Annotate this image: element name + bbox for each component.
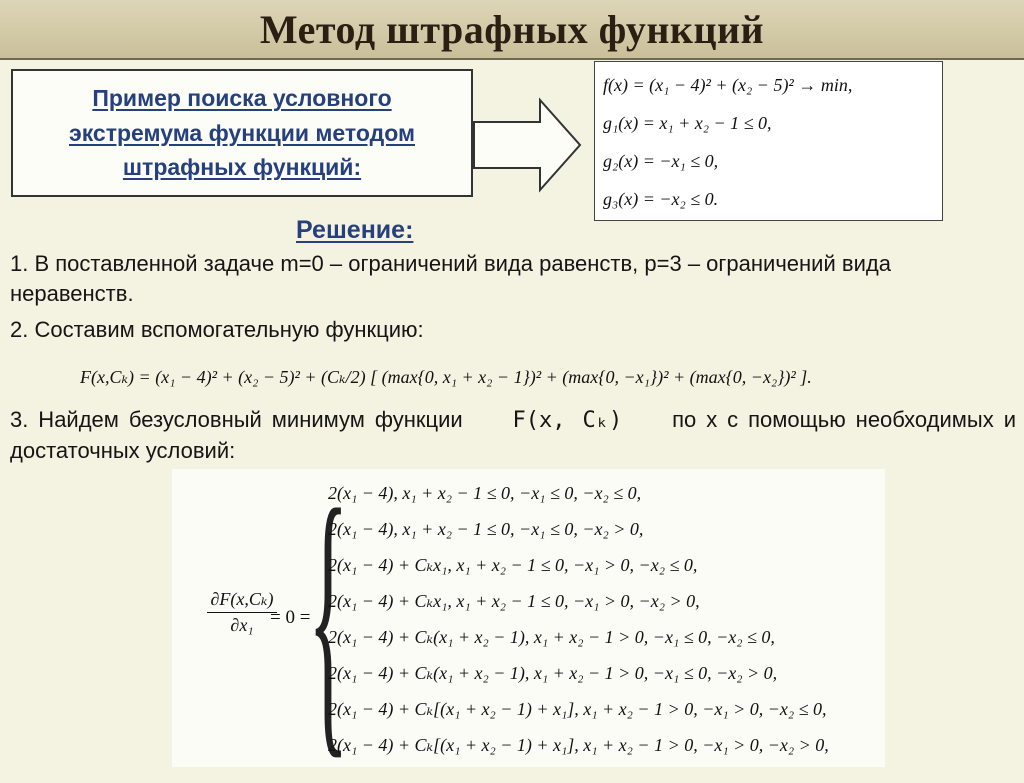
left-brace-icon: {	[308, 449, 349, 783]
case-line: 2(x₁ − 4), x₁ + x₂ − 1 ≤ 0, −x₁ ≤ 0, −x₂ > 0,	[328, 519, 644, 539]
auxiliary-function-formula: F(x,Cₖ) = (x₁ − 4)² + (x₂ − 5)² + (Cₖ/2) [ (max{0, x₁ + x₂ − 1})² + (max{0, −x₁})² + (max{0, −x₂})² ].	[80, 367, 812, 387]
task-objective: f(x) = (x₁ − 4)² + (x₂ − 5)² → min,	[603, 75, 853, 95]
slide-title: Метод штрафных функций	[259, 6, 765, 52]
step-2-text: 2. Составим вспомогательную функцию:	[10, 317, 424, 342]
case-line: 2(x₁ − 4) + Cₖx₁, x₁ + x₂ − 1 ≤ 0, −x₁ > 0, −x₂ ≤ 0,	[328, 555, 698, 575]
step-3-before: 3. Найдем безусловный минимум функции	[10, 407, 463, 432]
derivative-numerator: ∂F(x,Cₖ)	[207, 589, 278, 613]
task-constraint-2: g₂(x) = −x₁ ≤ 0,	[603, 151, 719, 171]
piecewise-system	[172, 449, 885, 783]
task-box	[594, 61, 943, 221]
example-box	[11, 69, 473, 197]
cases-list	[328, 475, 829, 763]
right-arrow-icon	[472, 96, 584, 194]
step-3-after: по x с помощью необходимых и достаточных условий:	[10, 407, 1016, 463]
case-line: 2(x₁ − 4) + Cₖ(x₁ + x₂ − 1), x₁ + x₂ − 1 > 0, −x₁ ≤ 0, −x₂ ≤ 0,	[328, 627, 775, 647]
derivative-denominator: ∂x₁	[230, 615, 254, 635]
case-line: 2(x₁ − 4) + Cₖ[(x₁ + x₂ − 1) + x₁], x₁ + x₂ − 1 > 0, −x₁ > 0, −x₂ > 0,	[328, 735, 829, 755]
task-constraint-3: g₃(x) = −x₂ ≤ 0.	[603, 189, 719, 209]
task-constraint-1: g₁(x) = x₁ + x₂ − 1 ≤ 0,	[603, 113, 772, 133]
solution-heading: Решение:	[296, 216, 414, 244]
case-line: 2(x₁ − 4) + Cₖ(x₁ + x₂ − 1), x₁ + x₂ − 1 > 0, −x₁ ≤ 0, −x₂ > 0,	[328, 663, 778, 683]
equals-zero: = 0 =	[270, 607, 311, 628]
step-1-text: 1. В поставленной задаче m=0 – ограничений вида равенств, p=3 – ограничений вида неравенств.	[10, 251, 891, 306]
step-3-math: F(x, Cₖ)	[512, 408, 623, 433]
title-bar	[0, 0, 1024, 60]
case-line: 2(x₁ − 4), x₁ + x₂ − 1 ≤ 0, −x₁ ≤ 0, −x₂ ≤ 0,	[328, 483, 642, 503]
case-line: 2(x₁ − 4) + Cₖ[(x₁ + x₂ − 1) + x₁], x₁ + x₂ − 1 > 0, −x₁ > 0, −x₂ ≤ 0,	[328, 699, 827, 719]
step-3-text	[10, 405, 1016, 466]
example-box-text: Пример поиска условного экстремума функции методом штрафных функций:	[69, 85, 415, 181]
case-line: 2(x₁ − 4) + Cₖx₁, x₁ + x₂ − 1 ≤ 0, −x₁ > 0, −x₂ > 0,	[328, 591, 700, 611]
